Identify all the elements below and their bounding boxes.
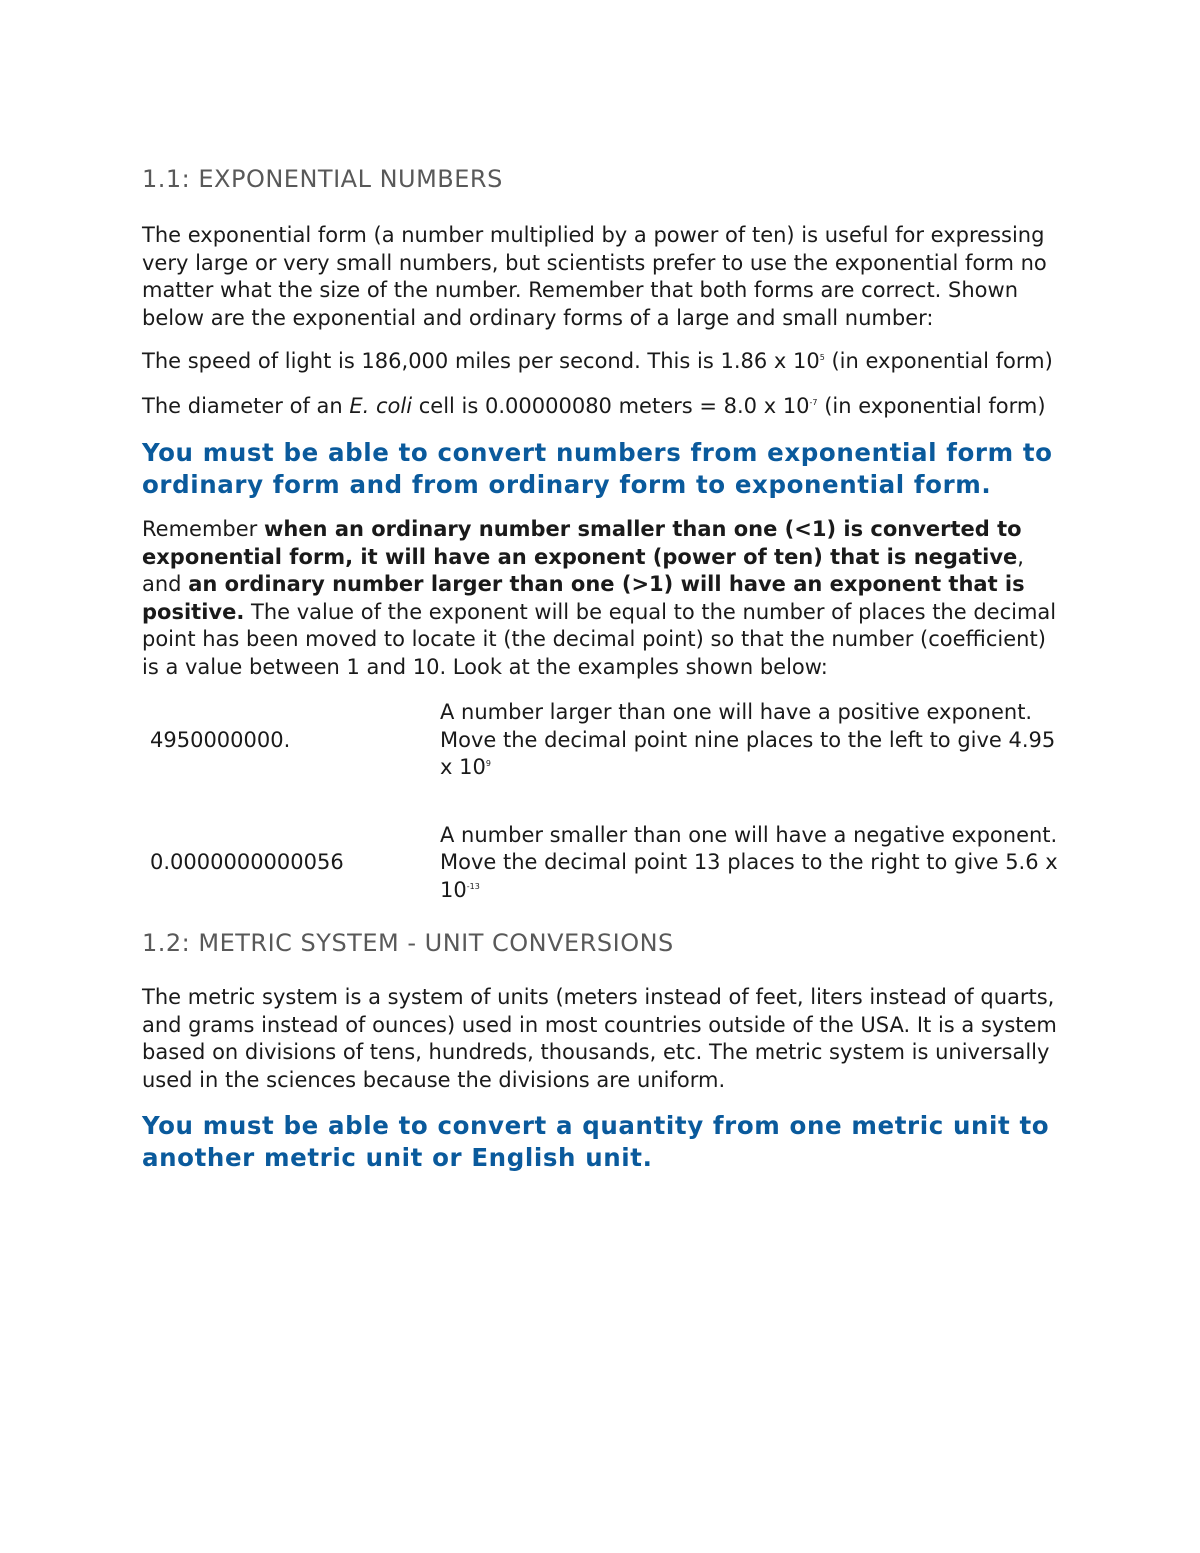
document-page bbox=[142, 162, 1062, 1189]
callout-convert-exponential: You must be able to convert numbers from exponential form to ordinary form and from ordinary form to exponential form. bbox=[142, 438, 1053, 499]
speed-of-light-text: The speed of light is 186,000 miles per second. This is 1.86 x 10 bbox=[142, 349, 820, 373]
exponent-superscript: -13 bbox=[466, 881, 480, 891]
example-description bbox=[440, 699, 1062, 822]
ecoli-after: (in exponential form) bbox=[817, 393, 1046, 418]
intro-paragraph: The exponential form (a number multiplied by a power of ten) is useful for expressing very large or very small numbers, but scientists prefer to use the exponential form no matter what the size of the number. Remember that both forms are correct. Shown below are the exponential and ordinary forms of a large and small number: bbox=[142, 223, 1047, 330]
ecoli-italic: E. coli bbox=[349, 393, 413, 418]
remember-tail: The value of the exponent will be equal to the number of places the decimal point has been moved to locate it (the decimal point) so that the number (coefficient) is a value between 1 and 10. Look at the examples shown below: bbox=[142, 599, 1057, 679]
example-number: 4950000000. bbox=[150, 727, 291, 752]
section-heading-exponential-numbers: 1.1: EXPONENTIAL NUMBERS bbox=[142, 165, 503, 193]
table-row bbox=[142, 699, 1062, 822]
section-heading-metric-system: 1.2: METRIC SYSTEM - UNIT CONVERSIONS bbox=[142, 929, 674, 957]
callout-convert-metric: You must be able to convert a quantity from one metric unit to another metric unit or English unit. bbox=[142, 1111, 1050, 1172]
example-description-text: A number smaller than one will have a negative exponent. Move the decimal point 13 places to the right to give 5.6 x 10 bbox=[440, 822, 1058, 902]
remember-lead: Remember bbox=[142, 517, 264, 541]
ecoli-text: cell is 0.00000080 meters = 8.0 x 10 bbox=[412, 393, 810, 418]
example-description bbox=[440, 822, 1062, 905]
table-row bbox=[142, 822, 1062, 905]
exponent-superscript: 5 bbox=[819, 353, 825, 362]
speed-of-light-after: (in exponential form) bbox=[824, 349, 1053, 373]
metric-intro-paragraph: The metric system is a system of units (meters instead of feet, liters instead of quarts, and grams instead of ounces) used in most countries outside of the USA. It is a system based on divisions of tens, hundreds, thousands, etc. The metric system is universally used in the sciences because the divisions are uniform. bbox=[142, 985, 1057, 1092]
example-number: 0.0000000000056 bbox=[150, 850, 344, 874]
remember-bold-positive: an ordinary number larger than one (>1) will have an exponent that is positive. bbox=[142, 572, 1025, 624]
speed-of-light-example bbox=[142, 348, 1062, 376]
ecoli-example bbox=[142, 393, 1062, 421]
example-description-text: A number larger than one will have a positive exponent. Move the decimal point nine places to the left to give 4.95 x 10 bbox=[440, 700, 1056, 779]
ecoli-before: The diameter of an bbox=[142, 393, 350, 418]
examples-table bbox=[142, 699, 1062, 904]
remember-mid: , and bbox=[142, 544, 1024, 596]
remember-paragraph bbox=[142, 516, 1062, 681]
exponent-superscript: 9 bbox=[485, 759, 491, 768]
exponent-superscript: -7 bbox=[809, 397, 818, 407]
remember-bold-negative: when an ordinary number smaller than one (<1) is converted to exponential form, it will have an exponent (power of ten) that is negative bbox=[142, 517, 1022, 569]
